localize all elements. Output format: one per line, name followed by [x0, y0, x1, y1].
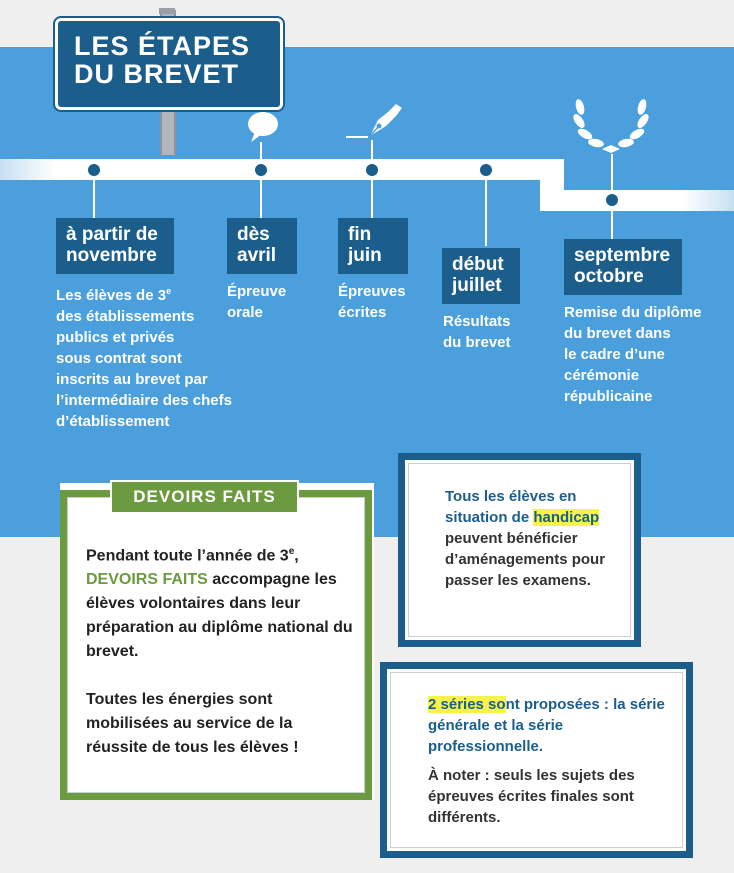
step-description-september — [564, 302, 724, 407]
desc-line: républicaine — [564, 388, 653, 405]
timeline-dot — [606, 194, 618, 206]
timeline-track — [0, 159, 543, 180]
title-line-2: DU BREVET — [74, 59, 240, 89]
text: , — [294, 547, 299, 565]
timeline-dot — [255, 164, 267, 176]
timeline-fade-left — [0, 159, 55, 180]
label-line: novembre — [66, 245, 157, 266]
step-description-june — [338, 281, 438, 323]
desc-line: du brevet dans — [564, 325, 671, 342]
laurel-wreath-icon — [572, 93, 650, 155]
handicap-text — [445, 486, 630, 591]
label-line: à partir de — [66, 224, 158, 245]
note-paragraph — [428, 765, 678, 828]
desc-line: du brevet — [443, 334, 511, 351]
timeline-dot — [366, 164, 378, 176]
label-line: début — [452, 254, 504, 275]
desc-line: publics et privés — [56, 329, 175, 346]
devoirs-faits-tag: DEVOIRS FAITS — [110, 480, 299, 514]
label-line: juillet — [452, 275, 502, 296]
page-title — [74, 32, 274, 88]
title-line-1: LES ÉTAPES — [74, 31, 251, 61]
label-line: octobre — [574, 266, 644, 287]
timeline-connector — [485, 180, 487, 246]
note-label: À noter : — [428, 767, 490, 784]
desc-line: Résultats — [443, 313, 511, 330]
series-text — [428, 694, 678, 828]
timeline-connector — [260, 180, 262, 218]
fountain-pen-icon — [346, 100, 406, 140]
desc-line — [56, 281, 246, 306]
handicap-highlight: handicap — [533, 509, 600, 526]
timeline-dot — [88, 164, 100, 176]
step-description-april — [227, 281, 327, 323]
desc-line: l’intermédiaire des chefs — [56, 392, 232, 409]
series-highlight: 2 séries so — [428, 696, 506, 713]
desc-line: des établissements — [56, 308, 195, 325]
timeline-connector — [611, 211, 613, 239]
step-description-november — [56, 281, 246, 432]
text: seuls les sujets des épreuves écrites finales sont différents. — [428, 767, 635, 826]
desc-line: écrites — [338, 304, 387, 321]
timeline-dot — [480, 164, 492, 176]
step-label-april — [227, 218, 297, 274]
step-label-july — [442, 248, 520, 304]
devoirs-text — [86, 540, 358, 760]
series-paragraph — [428, 694, 678, 757]
text: accompagne les élèves volontaires dans leur préparation au diplôme national du brevet. — [86, 571, 353, 661]
desc-line-text: Les élèves de 3e — [56, 286, 172, 304]
desc-line: orale — [227, 304, 263, 321]
timeline-connector — [611, 154, 613, 190]
timeline-connector — [371, 180, 373, 218]
label-line: avril — [237, 245, 277, 266]
text: peuvent bénéficier d’aménagements pour passer les examens. — [445, 530, 606, 589]
label-line: fin — [348, 224, 372, 245]
devoirs-faits-highlight: DEVOIRS FAITS — [86, 571, 208, 589]
timeline-connector — [371, 140, 373, 160]
step-description-july — [443, 311, 553, 353]
timeline-connector — [260, 142, 262, 160]
speech-bubble-icon — [246, 110, 280, 144]
desc-line: d’établissement — [56, 413, 170, 430]
text: Pendant toute l’année de 3 — [86, 547, 289, 565]
desc-line: sous contrat sont — [56, 350, 182, 367]
superscript: e — [288, 546, 295, 557]
desc-line: inscrits au brevet par — [56, 371, 208, 388]
timeline-fade-right — [682, 190, 734, 211]
step-label-november — [56, 218, 174, 274]
devoirs-paragraph-2: Toutes les énergies sont mobilisées au service de la réussite de tous les élèves ! — [86, 691, 299, 757]
desc-line: le cadre d’une — [564, 346, 665, 363]
desc-line: Épreuve — [227, 283, 287, 300]
step-label-june — [338, 218, 408, 274]
label-line: septembre — [574, 245, 671, 266]
step-label-september — [564, 239, 682, 295]
desc-line: Épreuves — [338, 283, 406, 300]
desc-line: Remise du diplôme — [564, 304, 702, 321]
devoirs-paragraph-1 — [86, 540, 358, 664]
timeline-connector — [93, 180, 95, 218]
text: Tous les élèves en situation de — [445, 488, 577, 526]
signpost-pole-cap — [159, 8, 175, 14]
desc-line: cérémonie — [564, 367, 640, 384]
text: nt proposées : la série générale et la série professionnelle. — [428, 696, 665, 755]
label-line: juin — [348, 245, 382, 266]
label-line: dès — [237, 224, 270, 245]
